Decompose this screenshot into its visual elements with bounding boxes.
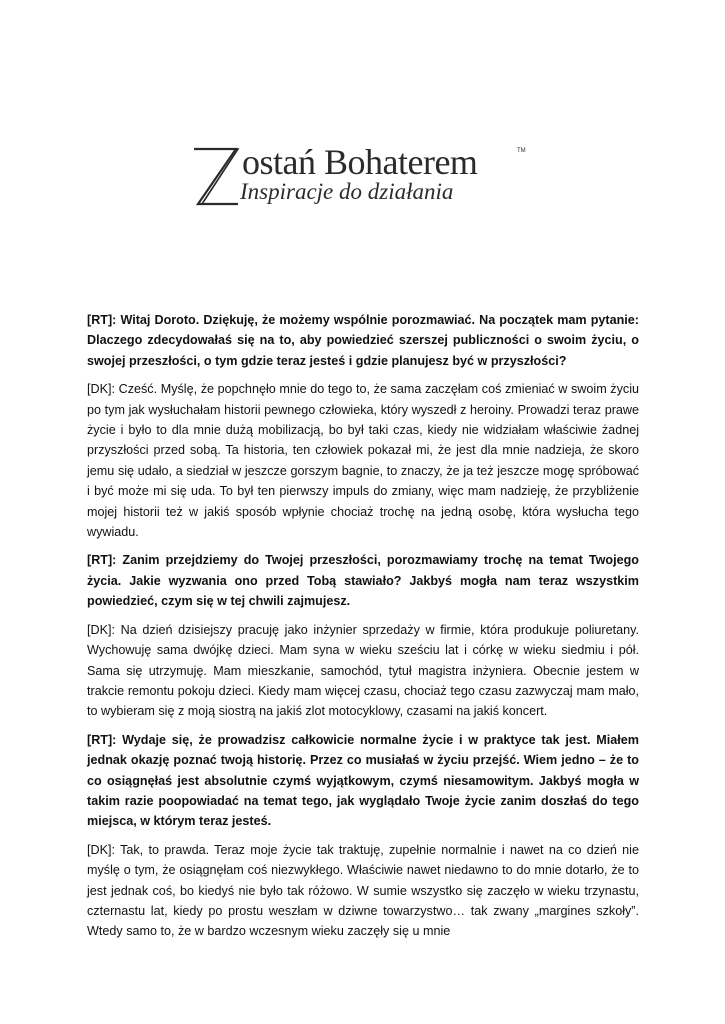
- interview-answer: [DK]: Cześć. Myślę, że popchnęło mnie do tego to, że sama zaczęłam coś zmieniać w swoim życiu po tym jak wysłuchałam historii pewnego człowieka, który wyszedł z heroiny. Prowadzi teraz prawe życie i było to dla mnie dużą mobilizacją, bo był taki czas, kiedy nie widziałam właściwie żadnej przyszłości przed sobą. Ta historia, ten człowiek pokazał mi, że jest dla mnie nadzieja, że skoro jemu się udało, a siedział w jeszcze gorszym bagnie, to znaczy, że ja też jeszcze mogę spróbować i być może mi się uda. To był ten pierwszy impuls do zmiany, więc mam nadzieję, że przybliżenie mojej historii też w jakiś sposób wpłynie chociaż trochę na jedną osobę, która wysłucha tego wywiadu.: [87, 382, 639, 540]
- interview-answer: [DK]: Tak, to prawda. Teraz moje życie tak traktuję, zupełnie normalnie i nawet na co dzień nie myślę o tym, że osiągnęłam coś niezwykłego. Właściwie nawet niedawno to do mnie dotarło, że to jest jednak coś, bo kiedyś nie było tak różowo. W sumie wszystko się zaczęło w wieku trzynastu, czternastu lat, kiedy po prostu weszłam w dziwne towarzystwo… tak zwany „margines szkoły”. Wtedy samo to, że w bardzo wczesnym wieku zaczęły się u mnie: [87, 842, 639, 939]
- logo-trademark: TM: [517, 148, 526, 154]
- z-letter-logo-mark: [192, 146, 240, 208]
- logo-subtitle: Inspiracje do działania: [240, 179, 454, 204]
- interview-question: [RT]: Zanim przejdziemy do Twojej przeszłości, porozmawiamy trochę na temat Twojego życia. Jakie wyzwania ono przed Tobą stawiało? Jakbyś mogła nam teraz wszystkim powiedzieć, czym się w tej chwili zajmujesz.: [87, 553, 639, 609]
- logo-title: ostań Bohaterem: [242, 142, 478, 182]
- interview-question: [RT]: Wydaje się, że prowadzisz całkowicie normalne życie i w praktyce tak jest. Miałem jednak okazję poznać twoją historię. Przez co musiałaś w życiu przejść. Wiem jedno – że to co osiągnęłaś jest absolutnie czymś wyjątkowym, czymś niesamowitym. Jakbyś mogła w takim razie poopowiadać na temat tego, jak wyglądało Twoje życie zanim doszłaś do tego miejsca, w którym teraz jesteś.: [87, 732, 639, 829]
- interview-body: [87, 310, 639, 942]
- interview-answer: [DK]: Na dzień dzisiejszy pracuję jako inżynier sprzedaży w firmie, która produkuje poliuretany. Wychowuję sama dwójkę dzieci. Mam syna w wieku sześciu lat i córkę w wieku siedmiu i pół. Sama się utrzymuję. Mam mieszkanie, samochód, tytuł magistra inżyniera. Obecnie jestem w trakcie remontu pokoju dzieci. Kiedy mam więcej czasu, chociaż tego czasu zazwyczaj mam mało, to wybieram się z moją siostrą na jakiś zlot motocyklowy, czasami na jakiś koncert.: [87, 622, 639, 719]
- interview-question: [RT]: Witaj Doroto. Dziękuję, że możemy wspólnie porozmawiać. Na początek mam pytanie: Dlaczego zdecydowałaś się na to, aby powiedzieć szerszej publiczności o swoim życiu, o swojej przeszłości, o tym gdzie teraz jesteś i gdzie planujesz być w przyszłości?: [87, 313, 639, 368]
- brand-logo: [192, 140, 532, 212]
